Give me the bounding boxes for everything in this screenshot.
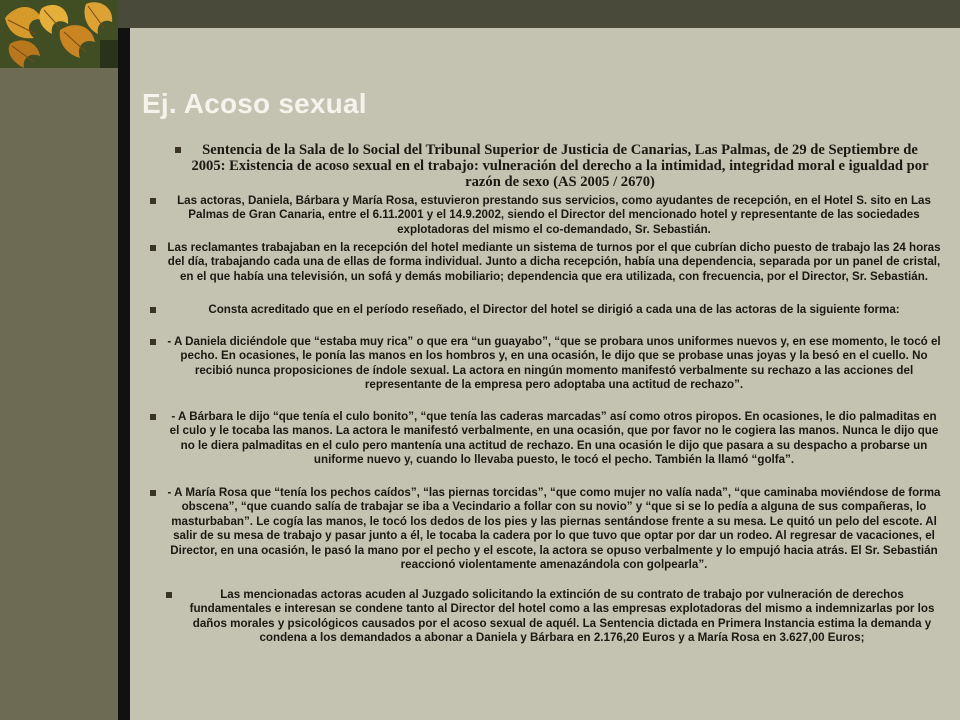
list-item-claim-and-ruling: Las mencionadas actoras acuden al Juzgado solicitando la extinción de su contrato de trabajo por vulneración de derechos fundamentales e interesan se condene tanto al Director del hotel como a las empresas explotadoras del mismo a indemnizarlas por los daños morales y psicológicos causados por el acoso sexual de aquél. La Sentencia dictada en Primera Instancia estima la demanda y condena a los demandados a abonar a Daniela y Bárbara en 2.176,20 Euros y a María Rosa en 3.627,00 Euros; <box>189 588 935 645</box>
left-band <box>0 0 118 720</box>
bullet-icon <box>150 307 156 313</box>
autumn-leaves-photo <box>0 0 118 68</box>
bullet-icon <box>166 592 172 598</box>
list-item-facts-reception: Las reclamantes trabajaban en la recepción del hotel mediante un sistema de turnos por el que cubrían dicho puesto de trabajo las 24 horas del día, trabajando cada una de ellas de forma individual. Junto a dicha recepción, había una dependencia, separada por un panel de cristal, en el que había una televisión, un sofá y demás mobiliario; dependencia que era utilizada, con frecuencia, por el Director, Sr. Sebastián. <box>167 241 941 283</box>
bullet-icon <box>175 147 181 153</box>
bullet-icon <box>150 245 156 251</box>
dark-strip <box>118 28 130 720</box>
bullet-icon <box>150 414 156 420</box>
bullet-icon <box>150 198 156 204</box>
list-item-daniela: - A Daniela diciéndole que “estaba muy rica” o que era “un guayabo”, “que se probara unos uniformes nuevos y, en ese momento, le tocó el pecho. En ocasiones, le ponía las manos en los hombros y, en una ocasión, le dijo que se probase unas joyas y la besó en el cuello. No recibió nunca proposiciones de índole sexual. La actora en ningún momento manifestó verbalmente su rechazo a las acciones del representante de la empresa pero adoptaba una actitud de rechazo”. <box>167 335 941 392</box>
list-item-ruling-heading: Sentencia de la Sala de lo Social del Tribunal Superior de Justicia de Canarias, Las Palmas, de 29 de Septiembre de 2005: Existencia de acoso sexual en el trabajo: vulneración del derecho a la intimidad, integridad moral e igualdad por razón de sexo (AS 2005 / 2670) <box>191 142 929 190</box>
slide-title: Ej. Acoso sexual <box>142 88 367 119</box>
list-item-barbara: - A Bárbara le dijo “que tenía el culo bonito”, “que tenía las caderas marcadas” así como otros piropos. En ocasiones, le dio palmaditas en el culo y le tocaba las manos. La actora le manifestó verbalmente, en una ocasión, que por favor no le cogiera las manos. Nunca le dijo que no le diera palmaditas en el culo pero mantenía una actitud de rechazo. En una ocasión le dijo que pasara a su despacho a probarse un uniforme nuevo y, cuando lo llevaba puesto, le tocó el pecho. También la llamó “golfa”. <box>169 410 939 467</box>
bullet-icon <box>150 490 156 496</box>
list-item-director-conduct: Consta acreditado que en el período reseñado, el Director del hotel se dirigió a cada una de las actoras de la siguiente forma: <box>208 303 900 316</box>
list-item-facts-actors: Las actoras, Daniela, Bárbara y María Rosa, estuvieron prestando sus servicios, como ayudantes de recepción, en el Hotel S. sito en Las Palmas de Gran Canaria, entre el 6.11.2001 y el 14.9.2002, siendo el Director del mencionado hotel y representante de las sociedades explotadoras del mismo el co-demandado, Sr. Sebastián. <box>177 194 931 236</box>
bullet-icon <box>150 339 156 345</box>
list-item-maria-rosa: - A María Rosa que “tenía los pechos caídos”, “las piernas torcidas”, “que como mujer no valía nada”, “que caminaba moviéndose de forma obscena”, “que cuando salía de trabajar se iba a Vecindario a follar con su novio” y “que si se lo pedía a alguna de sus compañeras, lo masturbaban”. Le cogía las manos, le tocó los dedos de los pies y las piernas sentándose frente a su mesa. Le quitó un pelo del escote. Al salir de su mesa de trabajo y pasar junto a él, le tocaba la cadera por lo que tuvo que optar por dar un rodeo. Al regresar de vacaciones, el Director, en una ocasión, le pasó la mano por el pecho y el escote, la actora se opuso verbalmente y lo empujó hacia atrás. El Sr. Sebastián reaccionó violentamente amenazándola con golpearla”. <box>167 486 941 572</box>
top-band <box>0 0 960 28</box>
